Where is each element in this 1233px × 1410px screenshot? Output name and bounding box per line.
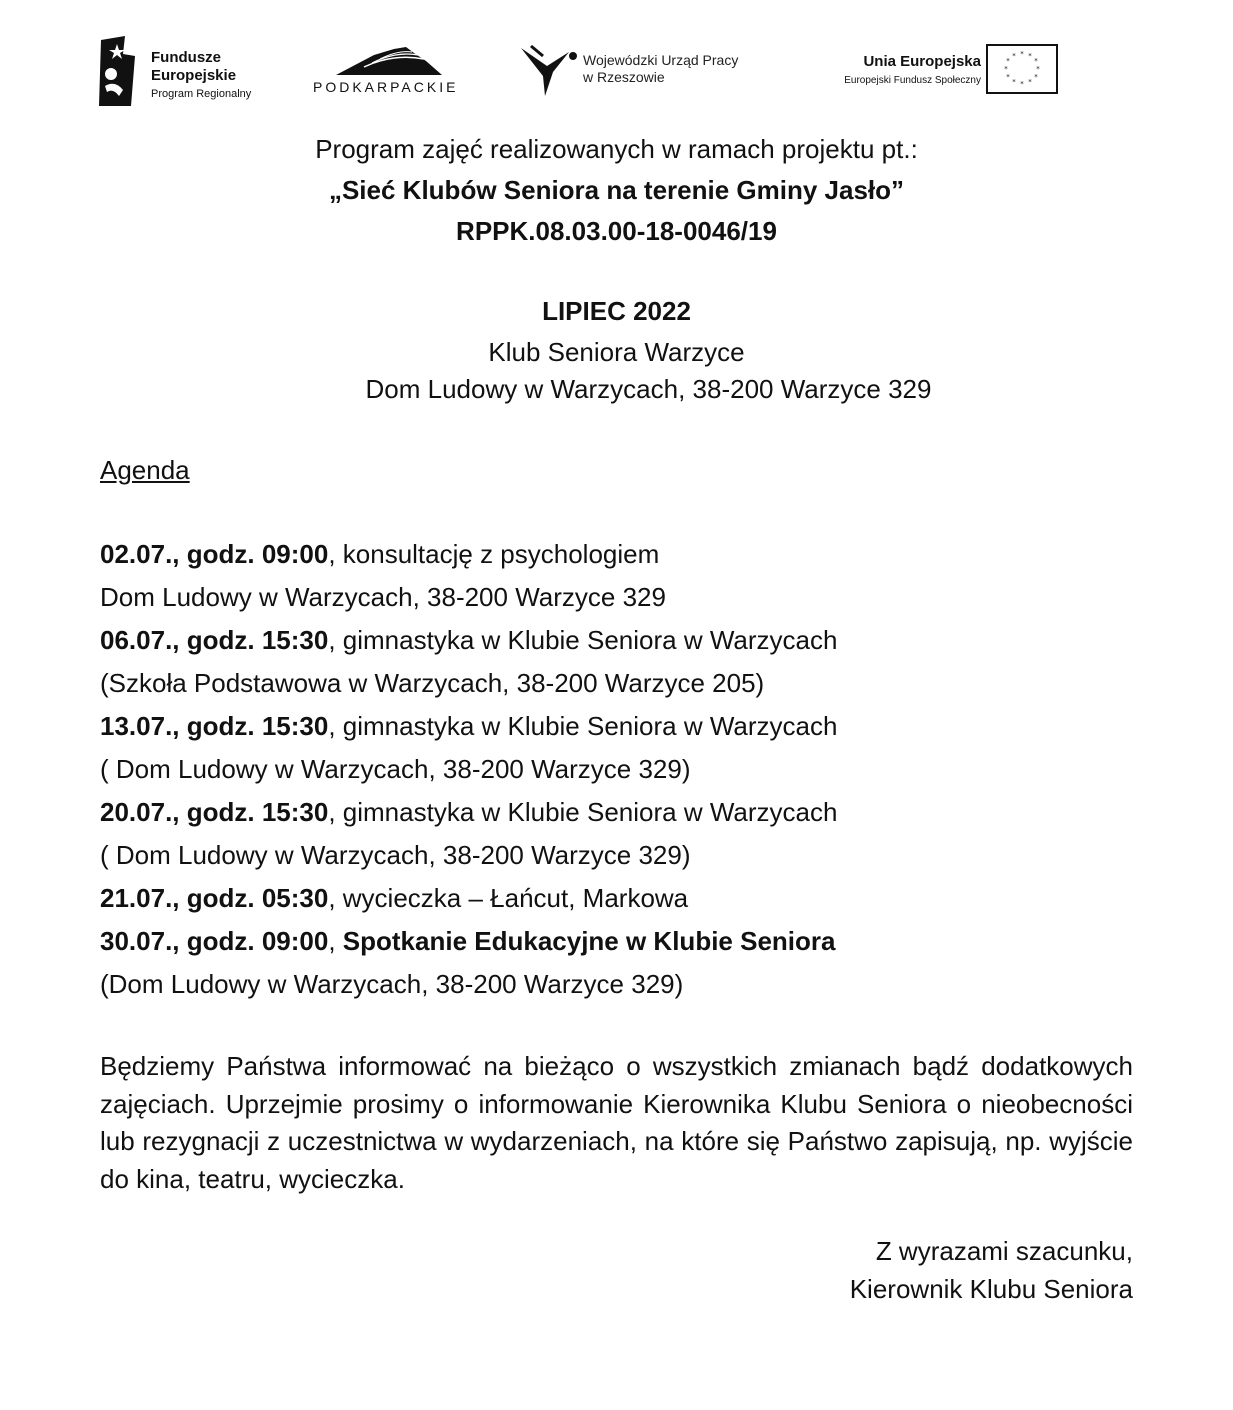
agenda-item — [100, 920, 837, 963]
svg-text:*: * — [1004, 65, 1008, 73]
unia-europejska-logo — [813, 44, 1073, 100]
mountains-icon — [334, 45, 444, 77]
svg-text:*: * — [1028, 52, 1032, 60]
club-name: Klub Seniora Warzyce — [488, 337, 745, 367]
agenda-item — [100, 533, 837, 576]
fundusze-line2: Europejskie — [151, 67, 237, 84]
bird-icon — [517, 42, 577, 98]
wup-rzeszow-logo — [517, 42, 777, 102]
agenda-activity: , konsultację z psychologiem — [328, 539, 660, 569]
agenda-activity-sep: , — [328, 926, 343, 956]
fundusze-line3: Program Regionalny — [151, 88, 252, 100]
intro-line: Program zajęć realizowanych w ramach projektu pt.: — [315, 134, 918, 164]
agenda-location: (Dom Ludowy w Warzycach, 38-200 Warzyce 329) — [100, 969, 684, 999]
svg-text:*: * — [1036, 65, 1040, 73]
ue-line2: Europejski Fundusz Społeczny — [844, 75, 981, 86]
agenda-date: 21.07., godz. 05:30 — [100, 883, 329, 913]
svg-text:*: * — [1012, 52, 1016, 60]
svg-text:*: * — [1034, 73, 1038, 81]
agenda-location: Dom Ludowy w Warzycach, 38-200 Warzyce 329 — [100, 582, 666, 612]
agenda-date: 13.07., godz. 15:30 — [100, 711, 329, 741]
project-title: „Sieć Klubów Seniora na terenie Gminy Jasło” — [328, 175, 905, 205]
svg-text:*: * — [1006, 73, 1010, 81]
notice-paragraph: Będziemy Państwa informować na bieżąco o wszystkich zmianach bądź dodatkowych zajęciach. Uprzejmie prosimy o informowanie Kierownika Klubu Seniora o nieobecności lub rezygnacji z uczestnictwa w wydarzeniach, na które się Państwo zapisują, np. wyjście do kina, teatru, wycieczka. — [100, 1051, 1133, 1194]
svg-text:*: * — [1020, 80, 1024, 88]
agenda-date: 06.07., godz. 15:30 — [100, 625, 329, 655]
eu-flag-icon — [986, 44, 1058, 94]
podkarpackie-label: PODKARPACKIE — [313, 79, 459, 95]
fundusze-line1: Fundusze — [151, 49, 221, 66]
agenda-date: 02.07., godz. 09:00 — [100, 539, 329, 569]
signature-signer: Kierownik Klubu Seniora — [849, 1274, 1133, 1304]
agenda-activity: , gimnastyka w Klubie Seniora w Warzycach — [328, 711, 838, 741]
fundusze-europejskie-logo — [95, 34, 285, 114]
agenda-list — [100, 533, 837, 1006]
podkarpackie-logo — [310, 45, 470, 105]
agenda-item — [100, 791, 837, 834]
agenda-activity: , gimnastyka w Klubie Seniora w Warzycach — [328, 797, 838, 827]
ue-line1: Unia Europejska — [863, 53, 981, 70]
month-heading: LIPIEC 2022 — [542, 296, 691, 326]
agenda-activity: , gimnastyka w Klubie Seniora w Warzycach — [328, 625, 838, 655]
project-code: RPPK.08.03.00-18-0046/19 — [456, 216, 777, 246]
svg-text:*: * — [1028, 78, 1032, 86]
agenda-date: 30.07., godz. 09:00 — [100, 926, 329, 956]
wup-line1: Wojewódzki Urząd Pracy — [583, 52, 739, 68]
agenda-item — [100, 705, 837, 748]
agenda-location: ( Dom Ludowy w Warzycach, 38-200 Warzyce 329) — [100, 754, 691, 784]
logos-bar — [95, 30, 1085, 130]
agenda-date: 20.07., godz. 15:30 — [100, 797, 329, 827]
signature-closing: Z wyrazami szacunku, — [875, 1236, 1133, 1266]
agenda-location: (Szkoła Podstawowa w Warzycach, 38-200 Warzyce 205) — [100, 668, 765, 698]
agenda-location: ( Dom Ludowy w Warzycach, 38-200 Warzyce 329) — [100, 840, 691, 870]
svg-text:*: * — [1034, 57, 1038, 65]
agenda-item — [100, 619, 837, 662]
club-address: Dom Ludowy w Warzycach, 38-200 Warzyce 329 — [365, 374, 932, 404]
svg-text:*: * — [1012, 78, 1016, 86]
svg-text:*: * — [1020, 50, 1024, 58]
fundusze-europejskie-icon — [95, 34, 135, 106]
agenda-activity: Spotkanie Edukacyjne w Klubie Seniora — [342, 926, 836, 956]
svg-text:*: * — [1006, 57, 1010, 65]
agenda-activity: , wycieczka – Łańcut, Markowa — [328, 883, 689, 913]
agenda-item — [100, 877, 837, 920]
agenda-heading: Agenda — [100, 455, 190, 485]
wup-line2: w Rzeszowie — [583, 69, 665, 85]
